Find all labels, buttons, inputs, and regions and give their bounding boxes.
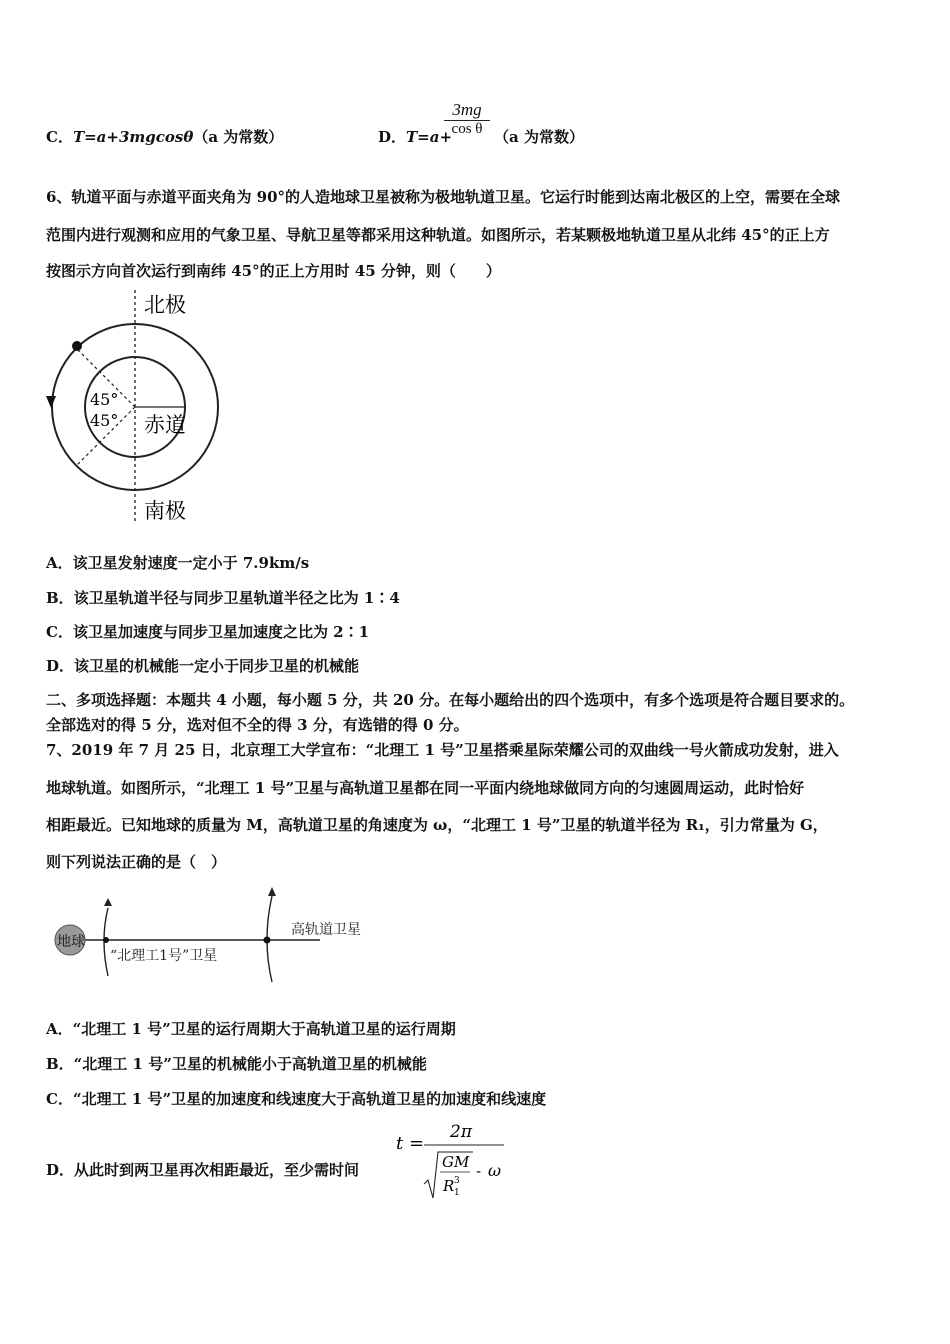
q6-option-c: C．该卫星加速度与同步卫星加速度之比为 2∶1: [46, 623, 370, 641]
q7-stem-line-2: 地球轨道。如图所示，“北理工 1 号”卫星与高轨道卫星都在同一平面内绕地球做同方向的匀速圆周运动，此时恰好: [46, 779, 805, 797]
q7-option-d-formula: [392, 1118, 512, 1204]
q7-stem-line-3: 相距最近。已知地球的质量为 M，高轨道卫星的角速度为 ω，“北理工 1 号”卫星的轨道半径为 R₁，引力常量为 G，: [46, 816, 828, 834]
inner-orbit-arrow-icon: [104, 898, 112, 906]
satellite-dot: [72, 341, 82, 351]
q5-option-d-fraction: [444, 100, 490, 138]
fraction-numerator: 3mg: [452, 100, 482, 119]
root-denominator: R: [443, 1177, 455, 1195]
q6-stem-line-2: 范围内进行观测和应用的气象卫星、导航卫星等都采用这种轨道。如图所示，若某颗极地轨道卫星从北纬 45°的正上方: [46, 226, 830, 244]
q5-option-d-formula-prefix: T=a+: [406, 128, 453, 146]
q5-option-d-label: D．: [378, 128, 407, 146]
q6-option-d: D．该卫星的机械能一定小于同步卫星的机械能: [46, 657, 360, 675]
q7-stem-line-4: 则下列说法正确的是（ ）: [46, 853, 227, 871]
root-denominator-superscript: 3: [454, 1176, 460, 1186]
high-satellite-dot: [264, 937, 271, 944]
q5-option-c: [46, 127, 283, 147]
q5-option-c-note: （a 为常数）: [193, 128, 284, 146]
section-2-line-1: 二、多项选择题：本题共 4 小题，每小题 5 分，共 20 分。在每小题给出的四个选项中，有多个选项是符合题目要求的。: [46, 691, 855, 709]
angle-upper-label: 45°: [90, 390, 119, 409]
two-satellite-diagram: [50, 884, 380, 984]
equator-label: 赤道: [144, 413, 186, 437]
root-numerator: GM: [442, 1153, 470, 1171]
formula-omega: ω: [488, 1161, 502, 1180]
q7-stem-line-1: 7、2019 年 7 月 25 日，北京理工大学宣布：“北理工 1 号”卫星搭乘星际荣耀公司的双曲线一号火箭成功发射，进入: [46, 741, 839, 759]
q7-option-c: C．“北理工 1 号”卫星的加速度和线速度大于高轨道卫星的加速度和线速度: [46, 1090, 547, 1108]
polar-orbit-diagram: [40, 288, 230, 528]
q5-option-d: [378, 127, 452, 147]
outer-orbit-arrow-icon: [268, 887, 276, 896]
high-satellite-label: 高轨道卫星: [291, 922, 361, 938]
fraction-denominator: cos θ: [451, 121, 483, 137]
q7-option-d-text: D．从此时到两卫星再次相距最近，至少需时间: [46, 1161, 360, 1179]
q6-stem-line-1: 6、轨道平面与赤道平面夹角为 90°的人造地球卫星被称为极地轨道卫星。它运行时能到达南北极区的上空，需要在全球: [46, 188, 841, 206]
q7-option-b: B．“北理工 1 号”卫星的机械能小于高轨道卫星的机械能: [46, 1055, 427, 1073]
q5-option-c-formula: T=a+3mgcosθ: [72, 128, 194, 146]
q6-option-b: B．该卫星轨道半径与同步卫星轨道半径之比为 1∶4: [46, 589, 400, 607]
south-pole-label: 南极: [144, 499, 186, 523]
angle-lower-label: 45°: [90, 411, 119, 430]
earth-label: 地球: [57, 934, 85, 950]
q7-option-a: A．“北理工 1 号”卫星的运行周期大于高轨道卫星的运行周期: [46, 1020, 456, 1038]
north-pole-label: 北极: [144, 293, 186, 317]
q6-stem-line-3: 按图示方向首次运行到南纬 45°的正上方用时 45 分钟，则（ ）: [46, 262, 501, 280]
formula-lhs: t =: [396, 1133, 425, 1154]
direction-arrow-icon: [46, 396, 56, 408]
bit-satellite-label: “北理工1号”卫星: [110, 948, 218, 964]
formula-minus: -: [476, 1162, 482, 1180]
root-denominator-subscript: 1: [454, 1188, 460, 1198]
section-2-line-2: 全部选对的得 5 分，选对但不全的得 3 分，有选错的得 0 分。: [46, 716, 469, 734]
bit-satellite-dot: [103, 937, 109, 943]
q6-option-a: A．该卫星发射速度一定小于 7.9km/s: [46, 554, 310, 572]
q5-option-c-label: C．: [46, 128, 73, 146]
q5-option-d-note: （a 为常数）: [494, 128, 584, 146]
formula-numerator: 2π: [450, 1122, 472, 1142]
